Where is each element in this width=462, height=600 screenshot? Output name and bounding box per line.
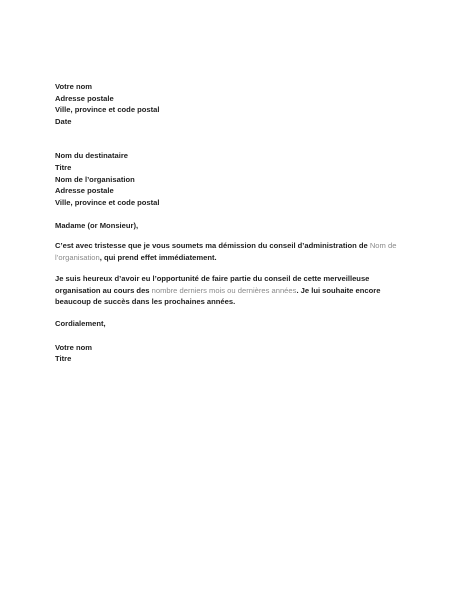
paragraph-gratitude [55,273,415,308]
organization-placeholder: Nom de l’organisation [55,240,397,262]
paragraph-1-text-after: , qui prend effet immédiatement. [99,252,217,262]
recipient-organization: Nom de l’organisation [55,174,135,184]
signature-name: Votre nom [55,342,92,352]
duration-placeholder: nombre derniers mois ou dernières années [151,285,297,295]
paragraph-2-text-after: . Je lui souhaite encore beaucoup de succès dans les prochaines années. [55,285,381,307]
sender-block [55,81,415,127]
recipient-name: Nom du destinataire [55,151,128,161]
sender-address: Adresse postale [55,93,114,103]
recipient-city: Ville, province et code postal [55,197,160,207]
sender-city: Ville, province et code postal [55,105,160,115]
salutation: Madame (or Monsieur), [55,221,139,231]
signature-title: Titre [55,354,72,364]
paragraph-1-text-before: C’est avec tristesse que je vous soumets ma démission du conseil d’administration de [55,240,370,250]
signature-block [55,342,415,365]
paragraph-resignation [55,240,415,263]
closing: Cordialement, [55,318,106,328]
recipient-address: Adresse postale [55,186,114,196]
letter-date: Date [55,116,72,126]
recipient-block [55,150,415,208]
recipient-title: Titre [55,162,72,172]
sender-name: Votre nom [55,82,92,91]
paragraph-2-text-before: Je suis heureux d’avoir eu l’opportunité de faire partie du conseil de cette merveilleuse organisation au cours des [55,274,370,295]
resignation-letter [55,81,415,365]
